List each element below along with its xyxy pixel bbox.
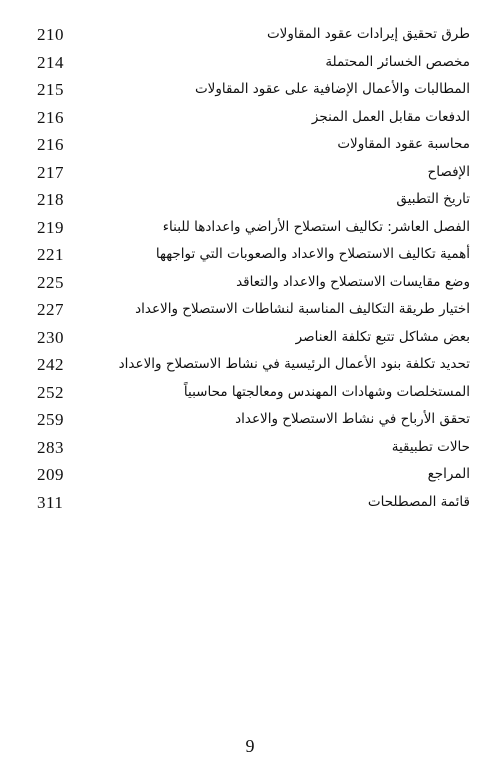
toc-page-number: 230 (37, 327, 64, 347)
toc-entry-title: اختيار طريقة التكاليف المناسبة لنشاطات الاستصلاح والاعداد (135, 301, 470, 317)
toc-entry (30, 22, 470, 50)
toc-entry-title: المستخلصات وشهادات المهندس ومعالجتها محاسبياً (183, 383, 470, 400)
toc-page-number: 259 (37, 410, 64, 429)
toc-entry (30, 325, 470, 353)
toc-page-number: 221 (37, 245, 64, 264)
toc-entry (30, 380, 470, 408)
toc-entry (30, 160, 470, 188)
toc-page-number: 216 (37, 107, 64, 127)
toc-page-number: 216 (37, 135, 64, 154)
toc-entry (30, 77, 470, 105)
toc-entry-title: المطالبات والأعمال الإضافية على عقود المقاولات (194, 81, 470, 97)
toc-entry (30, 270, 470, 298)
toc-entry (30, 297, 470, 325)
toc-entry-title: الدفعات مقابل العمل المنجز (311, 108, 470, 125)
toc-entry-title: الفصل العاشر: تكاليف استصلاح الأراضي واعدادها للبناء (162, 218, 470, 235)
toc-entry-title: أهمية تكاليف الاستصلاح والاعداد والصعوبات التي تواجهها (155, 246, 470, 262)
toc-page-number: 283 (37, 437, 64, 457)
toc-page-number: 242 (37, 355, 64, 374)
toc-page-number: 227 (37, 300, 64, 319)
toc-entry-title: طرق تحقيق إيرادات عقود المقاولات (266, 26, 470, 42)
toc-entry (30, 407, 470, 435)
toc-page-number: 217 (37, 162, 64, 182)
toc-page-number: 219 (37, 217, 64, 237)
toc-page-number: 218 (37, 190, 64, 209)
toc-entry-title: محاسبة عقود المقاولات (337, 136, 470, 152)
toc-entry-title: المراجع (427, 466, 470, 482)
toc-entry-title: تحديد تكلفة بنود الأعمال الرئيسية في نشاط الاستصلاح والاعداد (118, 356, 470, 372)
toc-entry (30, 50, 470, 78)
toc-entry-title: قائمة المصطلحات (367, 493, 470, 510)
toc-entry (30, 105, 470, 133)
toc-page-number: 210 (37, 25, 64, 44)
toc-page-number: 311 (37, 492, 64, 512)
toc-page-number: 225 (37, 272, 64, 292)
toc-page-number: 252 (37, 382, 64, 402)
toc-page-number: 215 (37, 80, 64, 99)
toc-entry (30, 132, 470, 160)
toc-entry (30, 215, 470, 243)
table-of-contents (30, 22, 470, 517)
toc-entry-title: مخصص الخسائر المحتملة (325, 53, 470, 70)
toc-entry-title: تاريخ التطبيق (396, 191, 470, 207)
toc-entry-title: الإفصاح (427, 163, 470, 180)
page-number: 9 (245, 736, 255, 756)
toc-entry-title: وضع مقايسات الاستصلاح والاعداد والتعاقد (236, 273, 470, 290)
toc-page-number: 214 (37, 52, 64, 72)
toc-entry (30, 435, 470, 463)
toc-entry (30, 490, 470, 518)
toc-entry (30, 352, 470, 380)
toc-entry (30, 242, 470, 270)
toc-entry (30, 187, 470, 215)
toc-page-number: 209 (37, 465, 64, 484)
toc-entry (30, 462, 470, 490)
toc-entry-title: تحقق الأرباح في نشاط الاستصلاح والاعداد (235, 411, 470, 427)
toc-entry-title: بعض مشاكل تتبع تكلفة العناصر (295, 328, 470, 345)
toc-entry-title: حالات تطبيقية (391, 438, 470, 455)
